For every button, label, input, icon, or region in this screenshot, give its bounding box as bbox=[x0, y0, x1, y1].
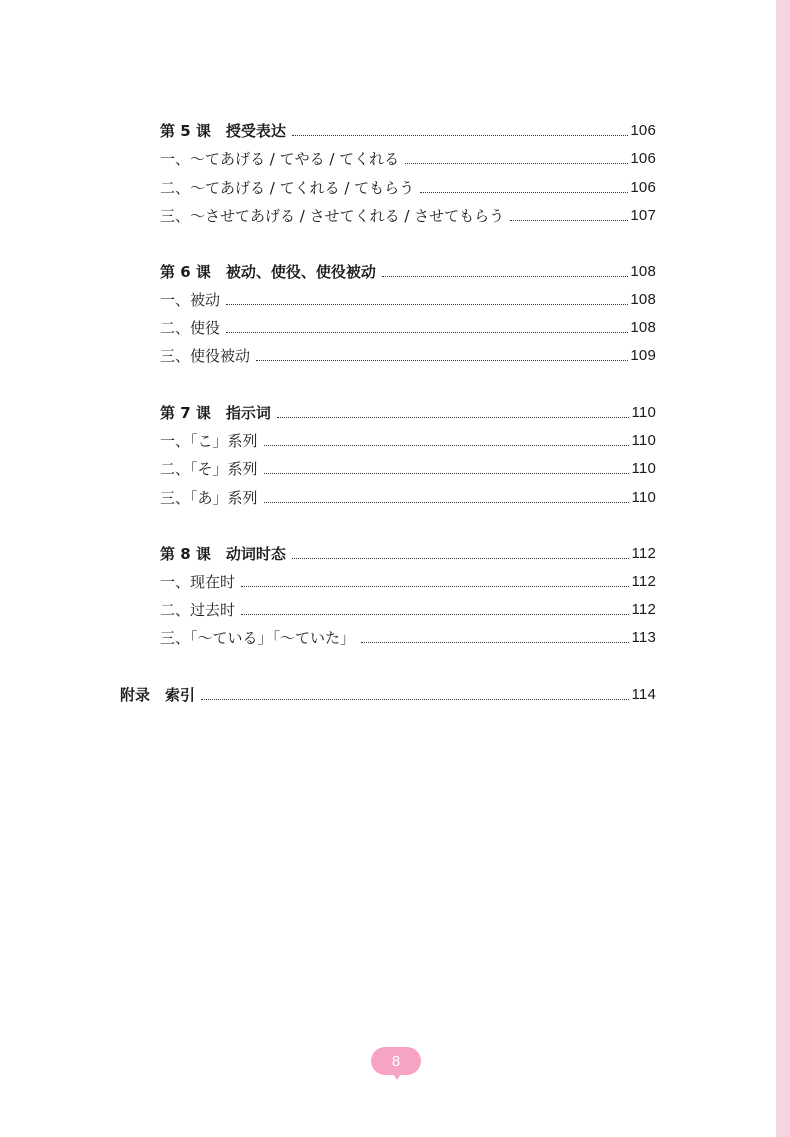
toc-item[interactable] bbox=[160, 486, 656, 508]
page-number-badge bbox=[371, 1047, 421, 1075]
toc-page-number: 106 bbox=[630, 122, 656, 139]
toc-entry-title: 第 8 课 动词时态 bbox=[160, 545, 286, 563]
toc-page-number: 107 bbox=[630, 207, 656, 224]
toc-item[interactable] bbox=[160, 176, 656, 198]
toc-page-number: 108 bbox=[630, 263, 656, 280]
toc-page-number: 108 bbox=[630, 291, 656, 308]
toc-page-number: 112 bbox=[631, 545, 656, 562]
side-color-strip bbox=[776, 0, 790, 1137]
toc-item[interactable] bbox=[160, 626, 656, 648]
toc-page-number: 110 bbox=[631, 432, 656, 449]
toc-page-number: 106 bbox=[630, 179, 656, 196]
toc-entry-label: 一、现在时 bbox=[160, 573, 236, 591]
toc-lesson-5[interactable] bbox=[160, 119, 656, 141]
dot-leader bbox=[292, 135, 628, 136]
toc-entry-label: 三、使役被动 bbox=[160, 347, 251, 365]
toc-page-number: 110 bbox=[631, 404, 656, 421]
toc-entry-label: 二、「そ」系列 bbox=[160, 460, 258, 478]
toc-entry-label: 二、过去时 bbox=[160, 601, 236, 619]
dot-leader bbox=[277, 417, 630, 418]
dot-leader bbox=[264, 502, 630, 503]
dot-leader bbox=[201, 699, 629, 700]
toc-lesson-6[interactable] bbox=[160, 260, 656, 282]
toc-page-number: 113 bbox=[631, 629, 656, 646]
toc-entry-title: 附录 索引 bbox=[120, 686, 196, 704]
toc-item[interactable] bbox=[160, 429, 656, 451]
toc-page-number: 114 bbox=[631, 686, 656, 703]
dot-leader bbox=[510, 220, 628, 221]
toc-page-number: 112 bbox=[631, 601, 656, 618]
dot-leader bbox=[361, 642, 629, 643]
toc-item[interactable] bbox=[160, 316, 656, 338]
toc-entry-label: 三、～させてあげる / させてくれる / させてもらう bbox=[160, 207, 505, 225]
dot-leader bbox=[241, 614, 629, 615]
dot-leader bbox=[292, 558, 630, 559]
toc-page-number: 110 bbox=[631, 489, 656, 506]
toc-page-number: 106 bbox=[630, 150, 656, 167]
dot-leader bbox=[264, 473, 630, 474]
toc-entry-title: 第 5 课 授受表达 bbox=[160, 122, 286, 140]
dot-leader bbox=[405, 163, 628, 164]
toc-item[interactable] bbox=[160, 147, 656, 169]
toc-item[interactable] bbox=[160, 344, 656, 366]
dot-leader bbox=[264, 445, 630, 446]
toc-item[interactable] bbox=[160, 598, 656, 620]
toc-lesson-8[interactable] bbox=[160, 542, 656, 564]
toc-page-number: 108 bbox=[630, 319, 656, 336]
toc-entry-label: 一、「こ」系列 bbox=[160, 432, 258, 450]
toc-entry-title: 第 6 课 被动、使役、使役被动 bbox=[160, 263, 376, 281]
toc-item[interactable] bbox=[160, 288, 656, 310]
toc-item[interactable] bbox=[160, 570, 656, 592]
dot-leader bbox=[420, 192, 628, 193]
dot-leader bbox=[226, 332, 628, 333]
toc-entry-label: 二、～てあげる / てくれる / てもらう bbox=[160, 179, 415, 197]
toc-entry-label: 三、「あ」系列 bbox=[160, 489, 258, 507]
dot-leader bbox=[241, 586, 629, 587]
toc-page-number: 110 bbox=[631, 460, 656, 477]
toc-entry-label: 二、使役 bbox=[160, 319, 221, 337]
dot-leader bbox=[226, 304, 628, 305]
toc-item[interactable] bbox=[160, 457, 656, 479]
toc-page-number: 112 bbox=[631, 573, 656, 590]
page-number: 8 bbox=[391, 1052, 401, 1070]
toc-page-number: 109 bbox=[630, 347, 656, 364]
toc-item[interactable] bbox=[160, 204, 656, 226]
dot-leader bbox=[382, 276, 628, 277]
toc-entry-label: 三、「～ている」「～ていた」 bbox=[160, 629, 356, 647]
toc-entry-title: 第 7 课 指示词 bbox=[160, 404, 271, 422]
dot-leader bbox=[256, 360, 628, 361]
toc-appendix[interactable] bbox=[120, 683, 656, 705]
toc-entry-label: 一、被动 bbox=[160, 291, 221, 309]
toc-entry-label: 一、～てあげる / てやる / てくれる bbox=[160, 150, 400, 168]
toc-lesson-7[interactable] bbox=[160, 401, 656, 423]
